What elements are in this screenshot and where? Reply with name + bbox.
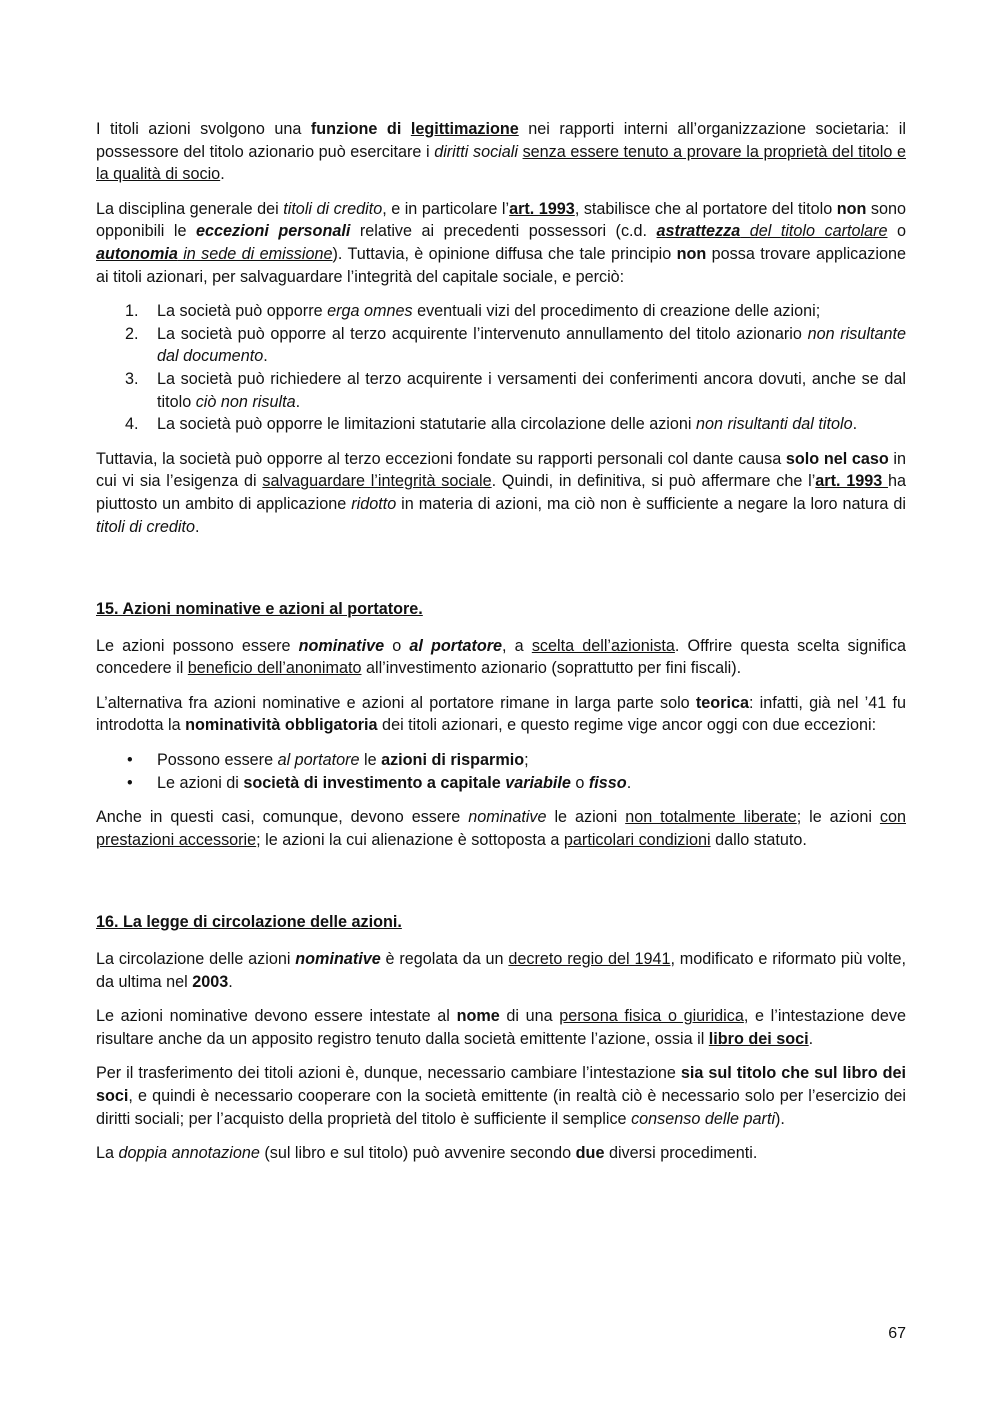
bullet-icon: • (127, 773, 133, 792)
list-item: 3. La società può richiedere al terzo acquirente i versamenti dei conferimenti ancora dovuti, anche se dal titolo ciò non risulta. (125, 369, 906, 411)
paragraph-circolazione: La circolazione delle azioni nominative è regolata da un decreto regio del 1941, modificato e riformato più volte, da ultima nel 2003. (96, 950, 907, 991)
paragraph-intestazione: Le azioni nominative devono essere intestate al nome di una persona fisica o giuridica, e l’intestazione deve risultare anche da un apposito registro tenuto dalla società emittente l’azione, ossia il libro dei soci. (96, 1007, 906, 1048)
list-item: 4. La società può opporre le limitazioni statutarie alla circolazione delle azioni non risultanti dal titolo. (125, 415, 858, 434)
page-content (96, 118, 906, 1177)
bullet-list-exceptions (96, 749, 906, 794)
paragraph-titoli-di-credito: La disciplina generale dei titoli di credito, e in particolare l’art. 1993, stabilisce che al portatore del titolo non sono opponibili le eccezioni personali relative ai precedenti possessori (c.d. astrattezza del titolo cartolare o autonomia in sede di emissione). Tuttavia, è opinione diffusa che tale principio non possa trovare applicazione ai titoli azionari, per salvaguardare l’integrità del capitale sociale, e perciò: (96, 199, 906, 286)
list-item: • Le azioni di società di investimento a capitale variabile o fisso. (96, 772, 906, 795)
paragraph-alternativa: L’alternativa fra azioni nominative e azioni al portatore rimane in larga parte solo teorica: infatti, già nel ’41 fu introdotta la nominatività obbligatoria dei titoli azionari, e questo regime vige ancor oggi con due eccezioni: (96, 693, 906, 735)
paragraph-nominative-cases: Anche in questi casi, comunque, devono essere nominative le azioni non totalmente liberate; le azioni con prestazioni accessorie; le azioni la cui alienazione è sottoposta a particolari condizioni dallo statuto. (96, 808, 907, 849)
list-item: • Possono essere al portatore le azioni di risparmio; (96, 749, 906, 772)
numbered-list-exceptions (96, 300, 906, 436)
section-gap (96, 550, 906, 598)
list-item: 2. La società può opporre al terzo acquirente l’intervenuto annullamento del titolo azionario non risultante dal documento. (125, 324, 906, 366)
paragraph-legitimation: I titoli azioni svolgono una funzione di legittimazione nei rapporti interni all’organizzazione societaria: il possessore del titolo azionario può esercitare i diritti sociali senza essere tenuto a provare la proprietà del titolo e la qualità di socio. (96, 120, 906, 184)
page-number: 67 (888, 1325, 906, 1342)
section-gap (96, 863, 906, 911)
bullet-icon: • (127, 751, 133, 770)
list-item: 1. La società può opporre erga omnes eventuali vizi del procedimento di creazione delle azioni; (125, 302, 821, 321)
paragraph-trasferimento: Per il trasferimento dei titoli azioni è, dunque, necessario cambiare l’intestazione sia sul titolo che sul libro dei soci, e quindi è necessario cooperare con la società emittente (in realtà ciò è necessario solo per l’esercizio dei diritti sociali; per l’acquisto della proprietà del titolo è sufficiente il semplice consenso delle parti). (96, 1064, 906, 1128)
section-heading-16: 16. La legge di circolazione delle azioni. (96, 913, 402, 932)
paragraph-exceptions-personal: Tuttavia, la società può opporre al terzo eccezioni fondate su rapporti personali col dante causa solo nel caso in cui vi sia l’esigenza di salvaguardare l’integrità sociale. Quindi, in definitiva, si può affermare che l’art. 1993 ha piuttosto un ambito di applicazione ridotto in materia di azioni, ma ciò non è sufficiente a negare la loro natura di titoli di credito. (96, 449, 906, 536)
paragraph-nominative-portatore: Le azioni possono essere nominative o al portatore, a scelta dell’azionista. Offrire questa scelta significa concedere il beneficio dell’anonimato all’investimento azionario (soprattutto per fini fiscali). (96, 636, 906, 678)
section-heading-15: 15. Azioni nominative e azioni al portatore. (96, 600, 423, 619)
paragraph-doppia-annotazione: La doppia annotazione (sul libro e sul titolo) può avvenire secondo due diversi procedimenti. (96, 1144, 758, 1163)
